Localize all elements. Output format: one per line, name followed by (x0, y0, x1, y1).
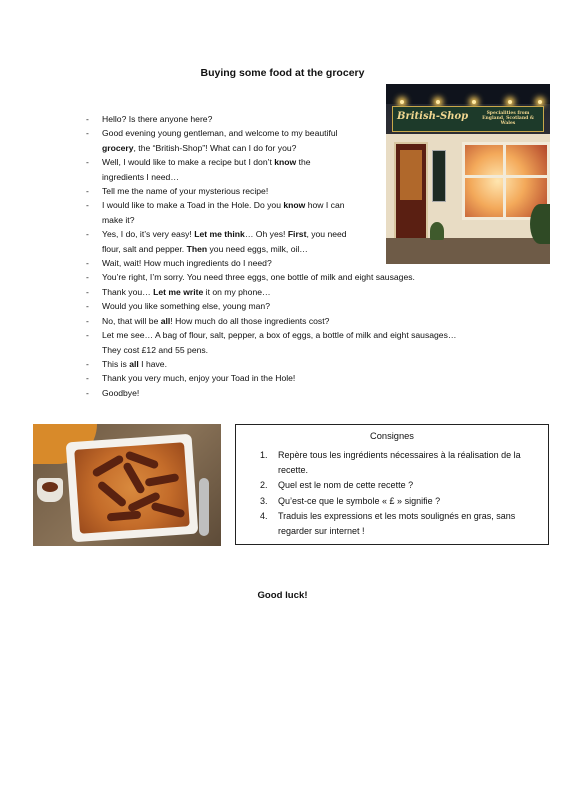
serving-spoon (199, 478, 209, 536)
gravy-pot (37, 478, 63, 502)
toad-in-the-hole-photo (33, 424, 221, 546)
instruction-item (260, 494, 542, 509)
dialogue-line (84, 299, 456, 313)
instructions-heading: Consignes (370, 431, 414, 441)
dialogue-text: Goodbye! (102, 387, 140, 398)
instruction-number: 2. (260, 480, 268, 491)
instruction-text: Quel est le nom de cette recette ? (278, 480, 414, 491)
dialogue-text: They cost £12 and 55 pens. (102, 344, 209, 355)
dialogue-text: This is (102, 358, 130, 369)
dialogue-line (84, 328, 456, 357)
dialogue-text: Good evening young gentleman, and welcome to my beautiful (102, 128, 338, 139)
dialogue-text: make it? (102, 214, 135, 225)
dialogue-text: Hello? Is there anyone here? (102, 114, 213, 124)
instructions-list (260, 448, 542, 539)
dialogue-text: I have. (138, 358, 167, 369)
dialogue-line (84, 357, 456, 371)
dialogue-text: how I can (305, 200, 345, 211)
instruction-number: 3. (260, 495, 268, 506)
instruction-text: Traduis les expressions et les mots soulignés en gras, sans regarder sur internet ! (278, 510, 516, 537)
dialogue-line (84, 256, 456, 270)
instruction-number: 4. (260, 510, 268, 521)
dialogue-text: Thank you very much, enjoy your Toad in the Hole! (102, 373, 296, 384)
instruction-text: Repère tous les ingrédients nécessaires à la réalisation de la recette. (278, 450, 521, 476)
dialogue-text: Tell me the name of your mysterious recipe! (102, 186, 269, 197)
dialogue-line (84, 227, 456, 256)
dialogue-text: Yes, I do, it’s very easy! (102, 229, 195, 240)
instruction-number: 1. (260, 450, 268, 460)
dialogue-line (84, 198, 456, 227)
bold-expression: Let me think (194, 229, 245, 240)
dialogue-text: You’re right, I’m sorry. You need three eggs, one bottle of milk and eight sausages. (102, 272, 415, 283)
dialogue-text: ingredients I need… (102, 171, 179, 182)
bold-expression: Let me write (153, 286, 204, 297)
dialogue-line (84, 285, 456, 299)
bold-expression: Then (186, 243, 208, 254)
bold-expression: know (283, 200, 306, 211)
bold-expression: all (160, 315, 171, 326)
dialogue-text: , the “British-Shop”! What can I do for you? (133, 142, 297, 153)
closing-text: Good luck! (257, 590, 308, 601)
bold-expression: know (274, 157, 297, 168)
dialogue-text: No, that will be (102, 315, 161, 326)
dialogue-text: flour, salt and pepper. (102, 243, 187, 254)
instruction-item (260, 478, 542, 493)
dialogue-text: , you need (306, 229, 347, 240)
dialogue-text: it on my phone… (203, 286, 271, 297)
instruction-item (260, 448, 542, 478)
dialogue-line (84, 126, 456, 155)
dialogue-text: you need eggs, milk, oil… (207, 243, 308, 254)
dialogue-list (84, 112, 456, 400)
shop-sign-name: British-Shop (397, 111, 469, 122)
dialogue-line (84, 270, 456, 284)
page-title: Buying some food at the grocery (200, 67, 365, 79)
dialogue-text: I would like to make a Toad in the Hole. Do you (102, 200, 284, 211)
dialogue-line (84, 371, 456, 385)
instruction-item (260, 509, 542, 539)
instruction-text: Qu’est-ce que le symbole « £ » signifie ? (278, 495, 441, 506)
dialogue-line (84, 314, 456, 328)
dialogue-text: Thank you… (102, 286, 154, 297)
dialogue-line (84, 386, 456, 400)
dialogue-text: ! How much do all those ingredients cost? (170, 315, 330, 326)
bold-expression: grocery (102, 142, 134, 153)
bold-expression: First (287, 229, 307, 240)
dialogue-text: Let me see… A bag of flour, salt, pepper, a box of eggs, a bottle of milk and eight sausages… (102, 330, 457, 341)
dialogue-text: Wait, wait! How much ingredients do I need? (102, 258, 272, 269)
dialogue-line (84, 184, 456, 198)
dialogue-line (84, 112, 456, 126)
dialogue-line (84, 155, 456, 184)
dialogue-text: Well, I would like to make a recipe but I don’t (102, 157, 275, 168)
instructions-box (235, 424, 549, 545)
dialogue-text: Would you like something else, young man? (102, 301, 270, 312)
bold-expression: all (129, 358, 139, 369)
dialogue-text: … Oh yes! (244, 229, 288, 240)
shop-sign-subtitle: Specialities from England, Scotland & Wales (482, 111, 534, 126)
dialogue-text: the (296, 157, 311, 168)
